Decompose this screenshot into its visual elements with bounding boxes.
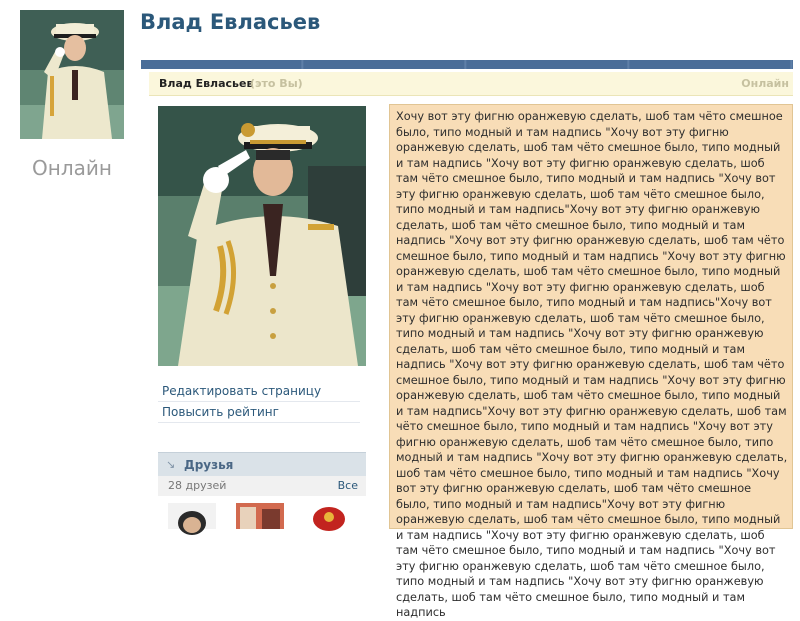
online-label: Онлайн bbox=[741, 77, 789, 90]
friends-header[interactable] bbox=[158, 452, 366, 476]
friend-avatar-image bbox=[168, 503, 216, 529]
friends-count: 28 друзей bbox=[168, 479, 227, 492]
friend-avatar-image bbox=[305, 503, 353, 529]
online-status: Онлайн bbox=[32, 156, 112, 180]
status-text: Хочу вот эту фигню оранжевую сделать, шоб там чёто смешное было, типо модный и там надпись "Хочу вот эту фигню оранжевую сделать, шоб там чёто смешное было, типо модный и там надпись "Хочу вот эту фигню оранжевую сделать, шоб там чёто смешное было, типо модный и там надпись "Хочу вот эту фигню оранжевую сделать, шоб там чёто смешное было, типо модный и там надпись"Хочу вот эту фигню оранжевую сделать, шоб там чёто смешное было, типо модный и там надпись "Хочу вот эту фигню оранжевую сделать, шоб там чёто смешное было, типо модный и там надпись "Хочу вот эту фигню оранжевую сделать, шоб там чёто смешное было, типо модный и там надпись "Хочу вот эту фигню оранжевую сделать, шоб там чёто смешное было, типо модный и там надпись"Хочу вот эту фигню оранжевую сделать, шоб там чёто смешное было, типо модный и там надпись "Хочу вот эту фигню оранжевую сделать, шоб там чёто смешное было, типо модный и там надпись "Хочу вот эту фигню оранжевую сделать, шоб там чёто смешное было, типо модный и там надпись "Хочу вот эту фигню оранжевую сделать, шоб там чёто смешное было, типо модный и там надпись"Хочу вот эту фигню оранжевую сделать, шоб там чёто смешное было, типо модный и там надпись "Хочу вот эту фигню оранжевую сделать, шоб там чёто смешное было, типо модный и там надпись "Хочу вот эту фигню оранжевую сделать, шоб там чёто смешное было, типо модный и там надпись "Хочу вот эту фигню оранжевую сделать, шоб там чёто смешное было, типо модный и там надпись"Хочу вот эту фигню оранжевую сделать, шоб там чёто смешное было, типо модный и там надпись "Хочу вот эту фигню оранжевую сделать, шоб там чёто смешное было, типо модный и там надпись "Хочу вот эту фигню оранжевую сделать, шоб там чёто смешное было, типо модный и там надпись "Хочу вот эту фигню оранжевую сделать, шоб там чёто смешное было, типо модный и там надпись bbox=[396, 110, 788, 619]
avatar-small[interactable] bbox=[20, 10, 124, 139]
profile-name: Влад Евласьев bbox=[159, 77, 254, 90]
raise-rating-link[interactable]: Повысить рейтинг bbox=[162, 405, 279, 419]
you-label: (это Вы) bbox=[250, 77, 303, 90]
edit-page-link[interactable]: Редактировать страницу bbox=[162, 384, 322, 398]
friends-all-link[interactable]: Все bbox=[337, 479, 358, 492]
friend-avatar-image bbox=[236, 503, 284, 529]
friend-avatar[interactable] bbox=[168, 503, 216, 529]
page-title: Влад Евласьев bbox=[140, 10, 321, 34]
menu-divider bbox=[158, 401, 360, 402]
profile-name-strip bbox=[149, 72, 793, 96]
menu-divider bbox=[158, 422, 360, 423]
friends-title: Друзья bbox=[184, 458, 234, 472]
profile-photo-image bbox=[158, 106, 366, 366]
friend-avatar[interactable] bbox=[236, 503, 284, 529]
friends-subheader bbox=[158, 476, 366, 496]
avatar-small-photo bbox=[20, 10, 124, 139]
arrow-icon: ↘ bbox=[166, 458, 176, 471]
friend-avatar[interactable] bbox=[305, 503, 353, 529]
header-bar bbox=[141, 60, 793, 69]
profile-photo[interactable] bbox=[158, 106, 366, 366]
status-box bbox=[389, 104, 793, 619]
